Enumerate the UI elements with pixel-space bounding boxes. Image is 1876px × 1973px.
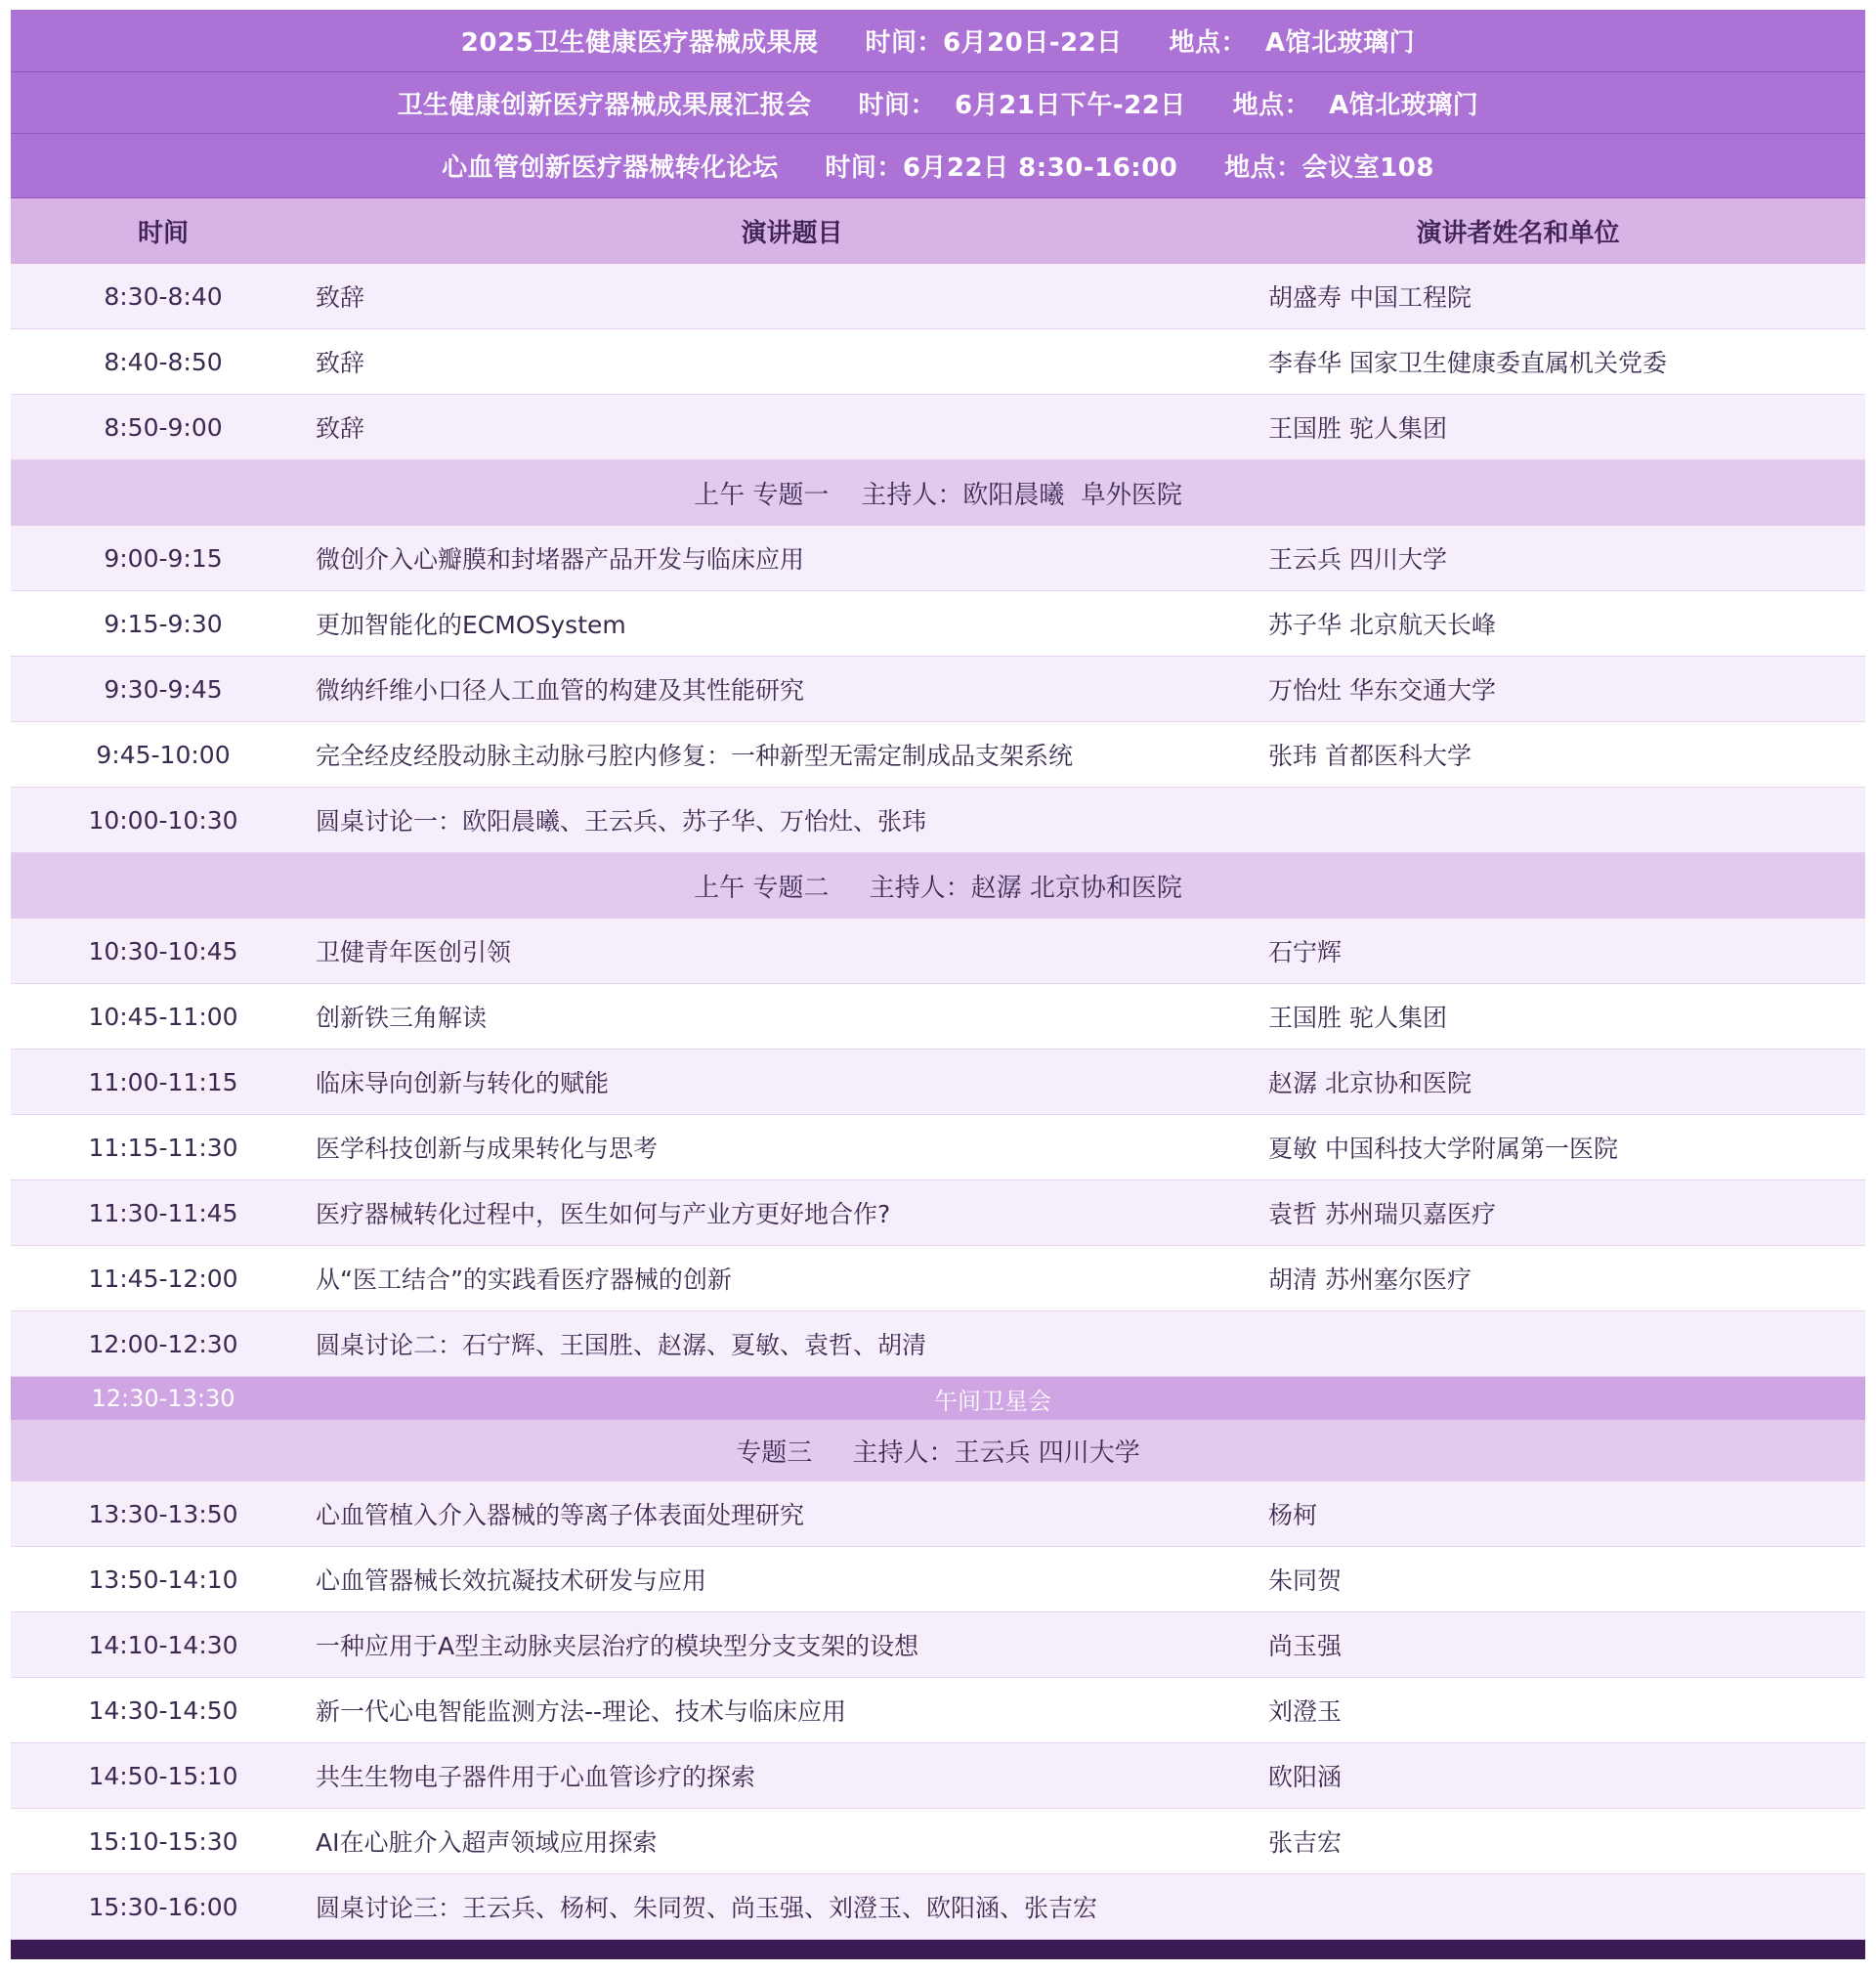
row-speaker: 李春华 国家卫生健康委直属机关党委 (1268, 349, 1667, 377)
row-speaker: 王国胜 驼人集团 (1268, 1004, 1447, 1032)
row-speaker: 万怡灶 华东交通大学 (1268, 676, 1496, 705)
row-topic: 卫健青年医创引领 (316, 938, 512, 966)
block-session-3 (11, 1481, 1865, 1940)
block-session-1 (11, 526, 1865, 853)
table-row (11, 1743, 1865, 1809)
row-time: 14:50-15:10 (88, 1761, 238, 1790)
table-row (11, 657, 1865, 722)
header-speaker: 演讲者姓名和单位 (1416, 219, 1620, 248)
table-row (11, 395, 1865, 460)
row-topic: 圆桌讨论二：石宁辉、王国胜、赵潺、夏敏、袁哲、胡清 (316, 1331, 927, 1359)
row-speaker: 张吉宏 (1268, 1828, 1343, 1857)
row-topic: 一种应用于A型主动脉夹层治疗的模块型分支支架的设想 (316, 1632, 919, 1660)
row-topic: 医疗器械转化过程中，医生如何与产业方更好地合作? (316, 1200, 891, 1228)
row-time: 9:45-10:00 (96, 740, 231, 769)
row-speaker: 苏子华 北京航天长峰 (1268, 611, 1496, 639)
table-row (11, 919, 1865, 984)
row-time: 9:00-9:15 (104, 543, 223, 573)
table-row (11, 1246, 1865, 1311)
table-row (11, 1547, 1865, 1612)
table-row (11, 1311, 1865, 1377)
banner-title: 2025卫生健康医疗器械成果展 (460, 28, 819, 58)
banner-expo (11, 10, 1865, 72)
row-time: 11:30-11:45 (88, 1198, 238, 1227)
row-speaker: 杨柯 (1268, 1501, 1318, 1529)
row-time: 13:50-14:10 (88, 1565, 238, 1594)
row-speaker: 尚玉强 (1268, 1632, 1343, 1660)
lunch-row (11, 1377, 1865, 1420)
block-opening (11, 264, 1865, 460)
banner-title: 心血管创新医疗器械转化论坛 (442, 153, 779, 183)
agenda-table (11, 10, 1865, 1959)
table-row (11, 1481, 1865, 1547)
banner-time: 时间：6月22日 8:30-16:00 (825, 153, 1178, 183)
row-time: 14:10-14:30 (88, 1630, 238, 1659)
row-time: 8:50-9:00 (104, 412, 223, 442)
row-topic: 微纳纤维小口径人工血管的构建及其性能研究 (316, 676, 805, 705)
row-speaker: 赵潺 北京协和医院 (1268, 1069, 1471, 1097)
row-time: 11:00-11:15 (88, 1067, 238, 1096)
table-row (11, 1678, 1865, 1743)
row-speaker: 胡盛寿 中国工程院 (1268, 283, 1471, 312)
banner-report (11, 72, 1865, 134)
row-topic: 临床导向创新与转化的赋能 (316, 1069, 610, 1097)
row-speaker: 王国胜 驼人集团 (1268, 414, 1447, 443)
row-speaker: 王云兵 四川大学 (1268, 545, 1447, 574)
table-row (11, 722, 1865, 788)
row-topic: 共生生物电子器件用于心血管诊疗的探索 (316, 1763, 756, 1791)
table-row (11, 591, 1865, 657)
banner-time: 时间： 6月21日下午-22日 (858, 90, 1186, 120)
section-header: 上午 专题一 主持人：欧阳晨曦 阜外医院 (11, 460, 1865, 526)
table-row (11, 788, 1865, 853)
row-speaker: 石宁辉 (1268, 938, 1343, 966)
row-time: 15:30-16:00 (88, 1892, 238, 1921)
block-session-2 (11, 919, 1865, 1377)
row-topic: AI在心脏介入超声领域应用探索 (316, 1828, 658, 1857)
row-speaker: 刘澄玉 (1268, 1697, 1343, 1726)
footer-bar (11, 1940, 1865, 1959)
row-topic: 心血管植入介入器械的等离子体表面处理研究 (316, 1501, 805, 1529)
row-topic: 致辞 (316, 349, 365, 377)
table-row (11, 1115, 1865, 1180)
row-time: 15:10-15:30 (88, 1826, 238, 1856)
row-speaker: 张玮 首都医科大学 (1268, 742, 1471, 770)
table-row (11, 1874, 1865, 1940)
banner-place: 地点： A馆北玻璃门 (1232, 90, 1479, 120)
banner-title: 卫生健康创新医疗器械成果展汇报会 (397, 90, 812, 120)
row-time: 11:45-12:00 (88, 1264, 238, 1293)
header-time: 时间 (137, 219, 189, 248)
row-speaker: 夏敏 中国科技大学附属第一医院 (1268, 1135, 1618, 1163)
row-topic: 从“医工结合”的实践看医疗器械的创新 (316, 1265, 732, 1294)
row-speaker: 袁哲 苏州瑞贝嘉医疗 (1268, 1200, 1496, 1228)
row-time: 11:15-11:30 (88, 1133, 238, 1162)
row-speaker: 胡清 苏州塞尔医疗 (1268, 1265, 1471, 1294)
row-time: 8:30-8:40 (104, 281, 223, 311)
table-row (11, 526, 1865, 591)
row-time: 12:30-13:30 (91, 1385, 235, 1412)
row-topic: 医学科技创新与成果转化与思考 (316, 1135, 659, 1163)
row-topic: 圆桌讨论一：欧阳晨曦、王云兵、苏子华、万怡灶、张玮 (316, 807, 927, 836)
row-topic: 新一代心电智能监测方法--理论、技术与临床应用 (316, 1697, 847, 1726)
table-row (11, 329, 1865, 395)
table-row (11, 1809, 1865, 1874)
row-topic: 更加智能化的ECMOSystem (316, 611, 626, 639)
table-row (11, 984, 1865, 1050)
row-speaker: 朱同贺 (1268, 1566, 1343, 1595)
table-row (11, 264, 1865, 329)
row-time: 10:30-10:45 (88, 936, 238, 965)
lunch-label: 午间卫星会 (934, 1387, 1051, 1415)
row-topic: 心血管器械长效抗凝技术研发与应用 (316, 1566, 707, 1595)
row-time: 9:15-9:30 (104, 609, 223, 638)
header-topic: 演讲题目 (741, 219, 843, 248)
table-row (11, 1050, 1865, 1115)
row-time: 14:30-14:50 (88, 1695, 238, 1725)
table-row (11, 1180, 1865, 1246)
row-time: 8:40-8:50 (104, 347, 223, 376)
section-header: 上午 专题二 主持人：赵潺 北京协和医院 (11, 853, 1865, 919)
banner-time: 时间：6月20日-22日 (865, 28, 1123, 58)
row-topic: 圆桌讨论三：王云兵、杨柯、朱同贺、尚玉强、刘澄玉、欧阳涵、张吉宏 (316, 1894, 1098, 1922)
row-time: 9:30-9:45 (104, 674, 223, 704)
table-row (11, 1612, 1865, 1678)
banner-forum (11, 134, 1865, 198)
row-time: 13:30-13:50 (88, 1499, 238, 1528)
row-topic: 创新铁三角解读 (316, 1004, 488, 1032)
row-topic: 致辞 (316, 414, 365, 443)
row-time: 10:45-11:00 (88, 1002, 238, 1031)
banner-place: 地点：会议室108 (1224, 153, 1434, 183)
row-topic: 完全经皮经股动脉主动脉弓腔内修复：一种新型无需定制成品支架系统 (316, 742, 1074, 770)
section-header: 专题三 主持人：王云兵 四川大学 (11, 1420, 1865, 1481)
row-time: 12:00-12:30 (88, 1329, 238, 1358)
banner-place: 地点： A馆北玻璃门 (1169, 28, 1416, 58)
row-speaker: 欧阳涵 (1268, 1763, 1343, 1791)
table-header (11, 198, 1865, 264)
row-topic: 致辞 (316, 283, 365, 312)
row-time: 10:00-10:30 (88, 805, 238, 835)
row-topic: 微创介入心瓣膜和封堵器产品开发与临床应用 (316, 545, 805, 574)
